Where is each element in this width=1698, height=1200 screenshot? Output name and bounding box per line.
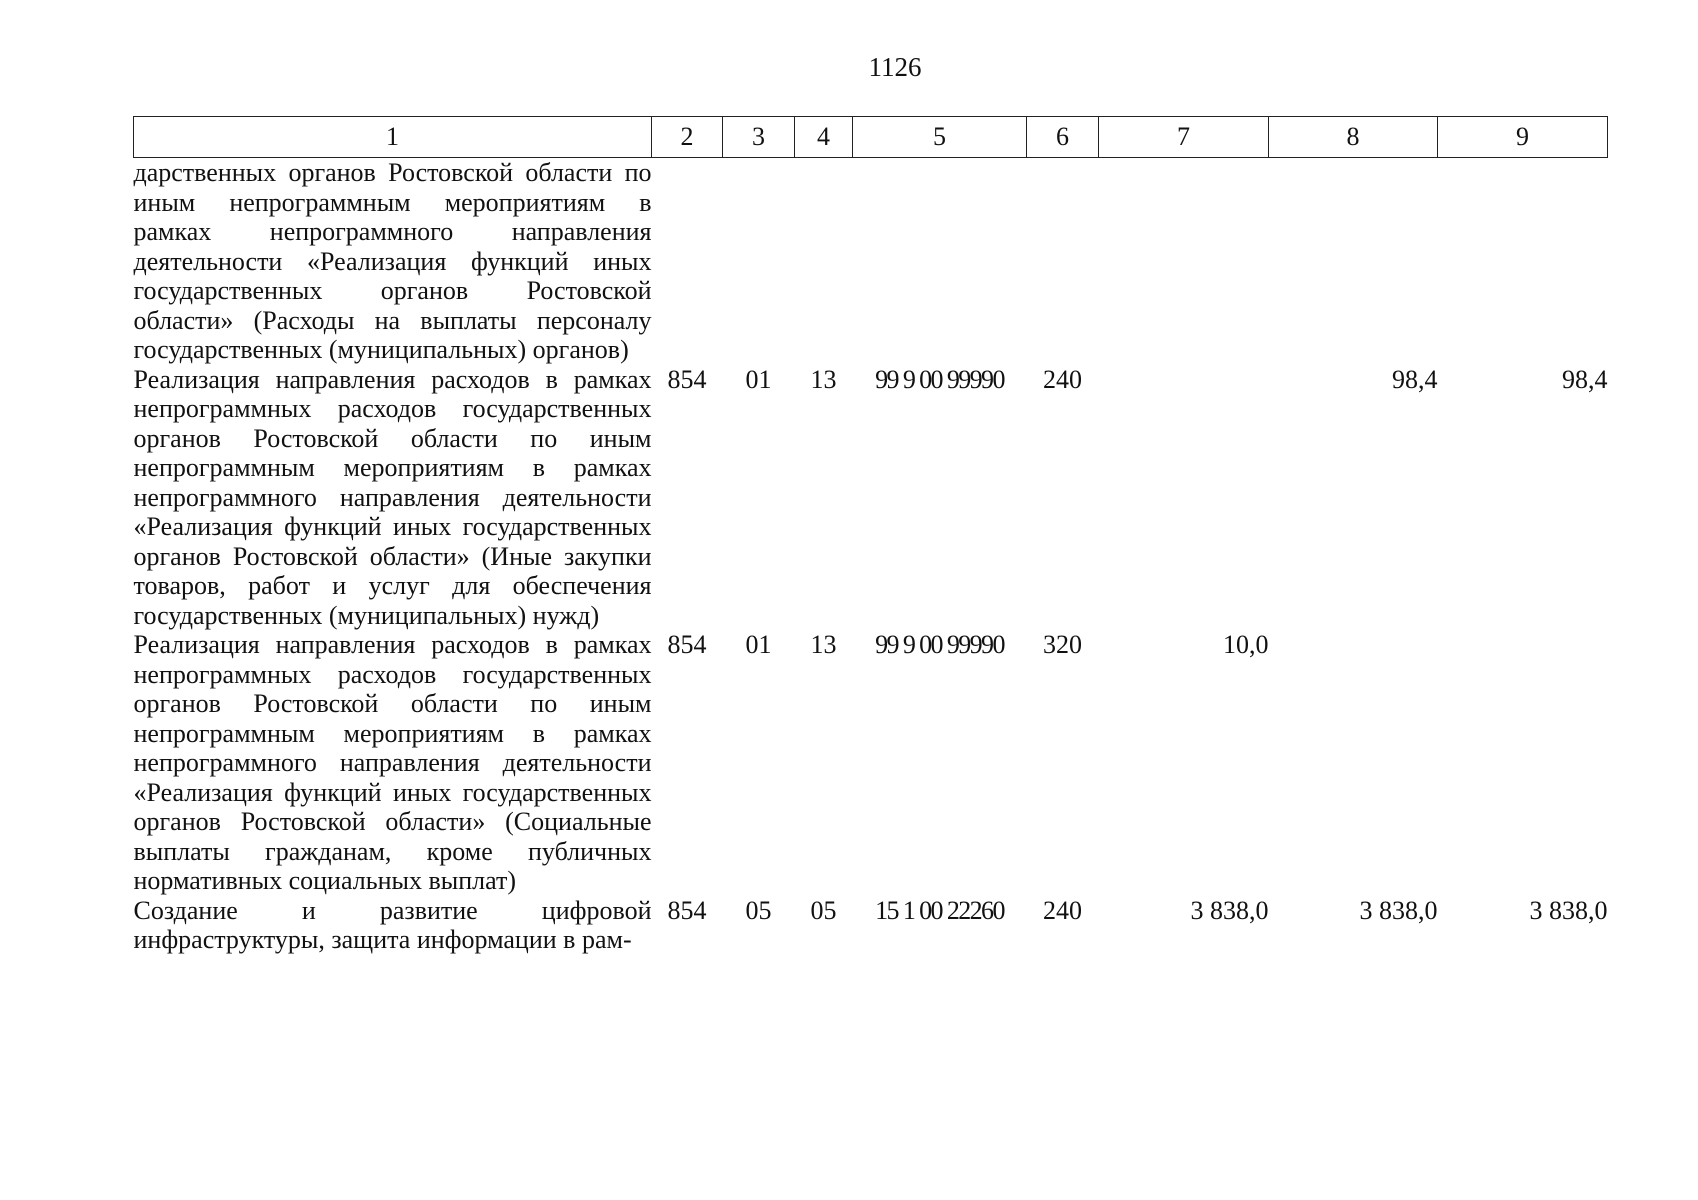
cell-expense-type: 240 bbox=[1043, 895, 1082, 925]
header-col-2: 2 bbox=[652, 117, 723, 158]
row-description: Создание и развитие цифровой инфраструктуры, защита информации в рам- bbox=[133, 895, 652, 954]
cell-target-article: 15 1 00 22260 bbox=[875, 895, 1004, 925]
cell-subsection: 13 bbox=[810, 364, 837, 394]
cell-amount-col7: 10,0 bbox=[1223, 630, 1269, 659]
cell-ministry-code: 854 bbox=[667, 895, 707, 925]
table-row bbox=[134, 630, 1608, 896]
budget-table bbox=[133, 116, 1608, 955]
header-col-3: 3 bbox=[723, 117, 795, 158]
cell-amount-col8 bbox=[1269, 630, 1438, 896]
cell-ministry-code: 854 bbox=[667, 364, 707, 394]
cell-subsection: 05 bbox=[810, 895, 837, 925]
header-col-8: 8 bbox=[1269, 117, 1438, 158]
cell-section bbox=[723, 158, 795, 365]
cell-target-article bbox=[853, 158, 1027, 365]
header-col-6: 6 bbox=[1027, 117, 1099, 158]
cell-amount-col9: 3 838,0 bbox=[1529, 895, 1608, 925]
cell-amount-col9: 98,4 bbox=[1562, 364, 1608, 394]
table-row bbox=[134, 896, 1608, 955]
cell-amount-col7 bbox=[1099, 158, 1269, 365]
cell-amount-col7: 3 838,0 bbox=[1190, 895, 1269, 925]
cell-section: 01 bbox=[745, 364, 772, 394]
page-number: 1126 bbox=[868, 52, 922, 82]
cell-amount-col7 bbox=[1099, 365, 1269, 631]
cell-amount-col9 bbox=[1438, 158, 1608, 365]
cell-section: 01 bbox=[745, 630, 772, 659]
cell-amount-col8 bbox=[1269, 158, 1438, 365]
row-description: дарственных органов Ростовской области по иным непрограммным мероприятиям в рамках непрограммного направления деятельности «Реализация функций иных государственных органов Ростовской области» (Расходы на выплаты персоналу государственных (муниципальных) органов) bbox=[133, 158, 652, 364]
cell-expense-type bbox=[1027, 158, 1099, 365]
header-col-9: 9 bbox=[1438, 117, 1608, 158]
cell-subsection bbox=[795, 158, 853, 365]
cell-ministry-code: 854 bbox=[667, 630, 707, 659]
cell-target-article: 99 9 00 99990 bbox=[875, 630, 1004, 659]
table-row bbox=[134, 365, 1608, 631]
header-col-7: 7 bbox=[1099, 117, 1269, 158]
table-header-row bbox=[134, 117, 1608, 158]
cell-section: 05 bbox=[745, 895, 772, 925]
row-description: Реализация направления расходов в рамках непрограммных расходов государственных органов Ростовской области по иным непрограммным мероприятиям в рамках непрограммного направления деятельности «Реализация функций иных государственных органов Ростовской области» (Иные закупки товаров, работ и услуг для обеспечения государственных (муниципальных) нужд) bbox=[133, 364, 652, 630]
cell-expense-type: 240 bbox=[1043, 364, 1082, 394]
cell-amount-col8: 3 838,0 bbox=[1359, 895, 1438, 925]
header-col-5: 5 bbox=[853, 117, 1027, 158]
row-description: Реализация направления расходов в рамках непрограммных расходов государственных органов Ростовской области по иным непрограммным мероприятиям в рамках непрограммного направления деятельности «Реализация функций иных государственных органов Ростовской области» (Социальные выплаты гражданам, кроме публичных нормативных социальных выплат) bbox=[133, 630, 652, 895]
header-col-4: 4 bbox=[795, 117, 853, 158]
cell-ministry-code bbox=[652, 158, 723, 365]
cell-subsection: 13 bbox=[810, 630, 837, 659]
cell-target-article: 99 9 00 99990 bbox=[875, 364, 1004, 394]
cell-amount-col8: 98,4 bbox=[1392, 364, 1438, 394]
header-col-1: 1 bbox=[134, 117, 652, 158]
cell-amount-col9 bbox=[1438, 630, 1608, 896]
table-row bbox=[134, 158, 1608, 365]
cell-expense-type: 320 bbox=[1043, 630, 1082, 659]
